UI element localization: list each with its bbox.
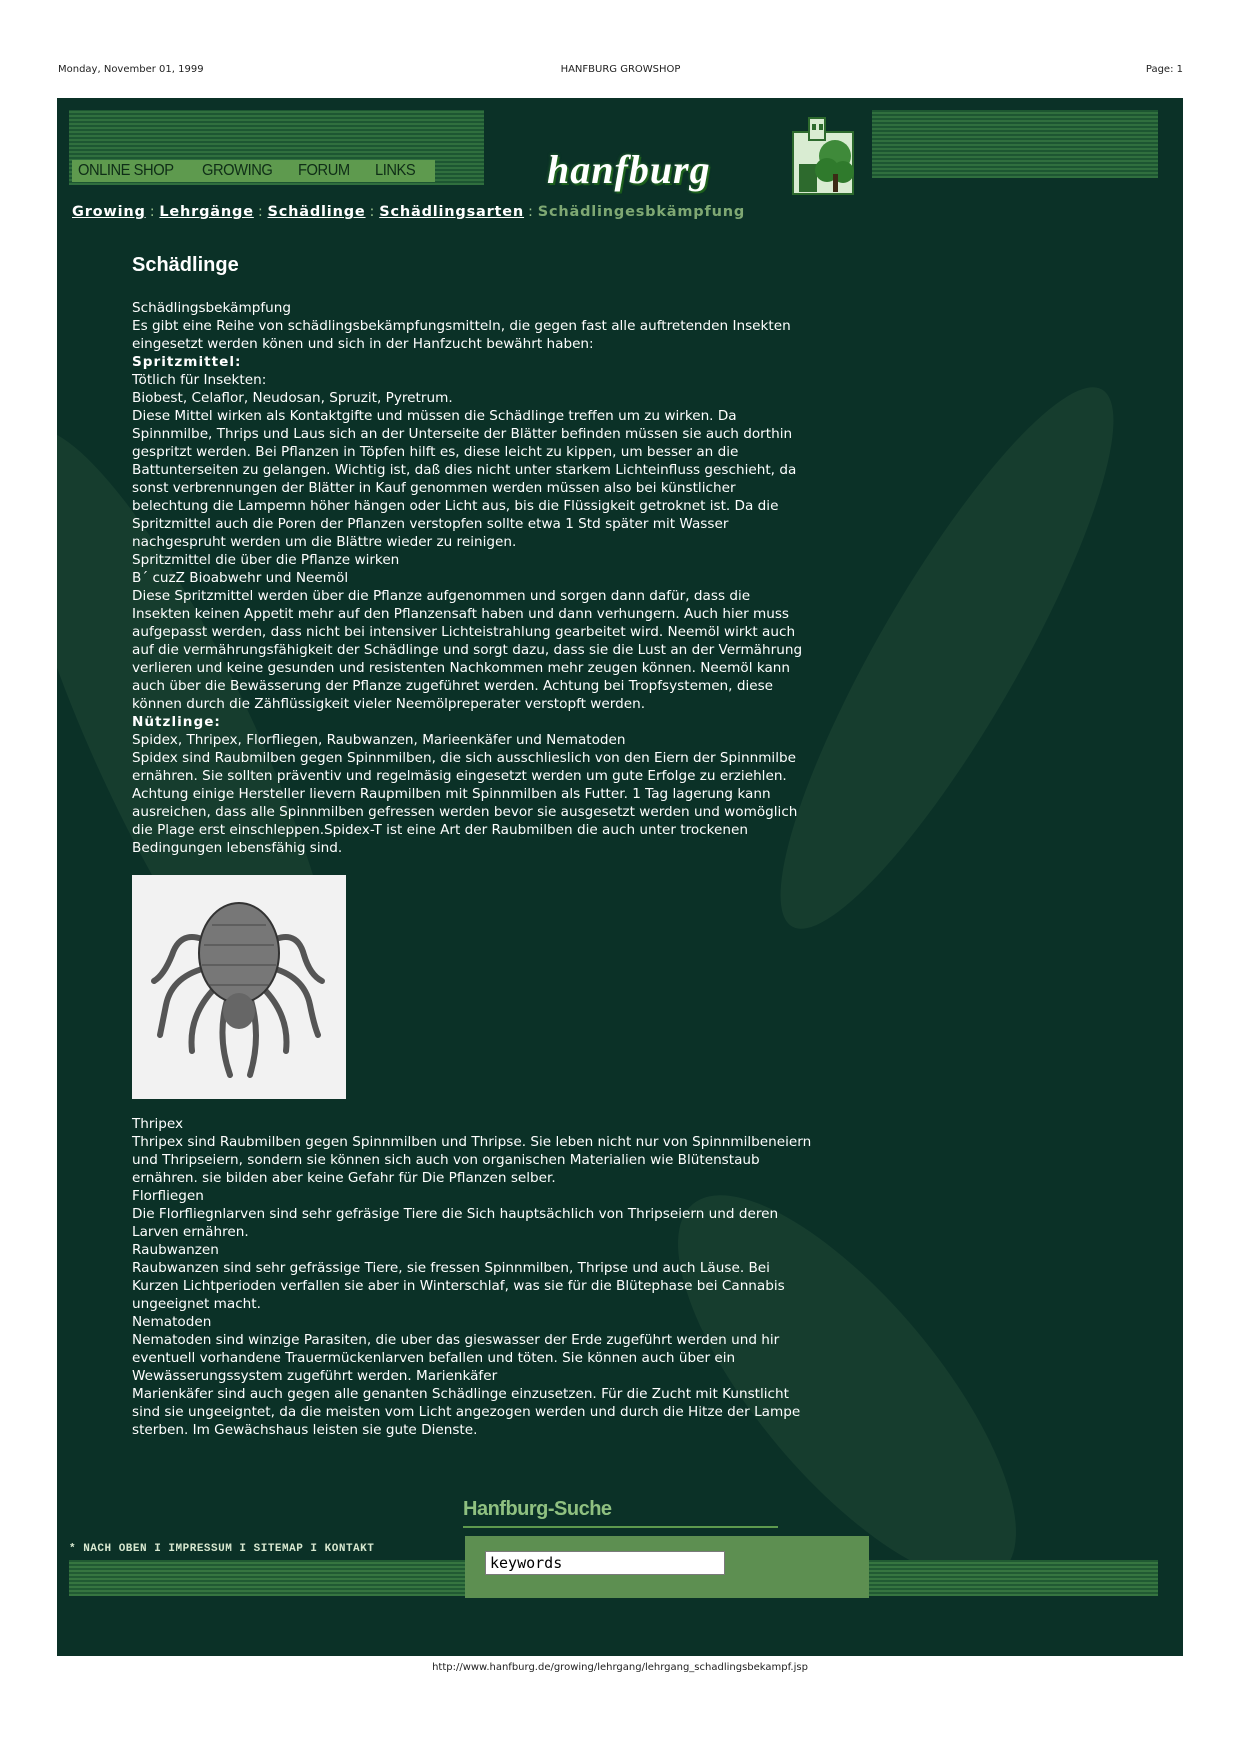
breadcrumb bbox=[72, 204, 745, 220]
text-paragraph: Diese Mittel wirken als Kontaktgifte und müssen die Schädlinge treffen um zu wirken. Da Spinnmilbe, Thrips und Laus sich an der Unterseite der Blätter befinden müssen sie auch dorthin gespritzt werden. Bei Pflanzen in Töpfen hilft es, diese leicht zu kippen, um besser an die Battunterseiten zu gelangen. Wichtig ist, daß dies nicht unter starkem Lichteinfluss geschieht, da sonst verbrennungen der Blätter in Kauf genommen werden müssen also bei künstlicher belechtung die Lampemn höher hängen oder Licht aus, bis die Flüssigkeit getroknet ist. Da die Spritzmittel auch die Poren der Pflanzen verstopfen sollte etwa 1 Std später mit Wasser nachgespruht werden um die Blättre wieder zu reinigen. bbox=[132, 408, 797, 550]
text-line: Tötlich für Insekten: bbox=[132, 372, 267, 388]
text-line: Florfliegen bbox=[132, 1188, 204, 1204]
mite-icon bbox=[132, 875, 346, 1099]
castle-tree-emblem-icon bbox=[789, 112, 857, 198]
breadcrumb-separator: : bbox=[528, 204, 534, 220]
breadcrumb-lehrgaenge[interactable]: Lehrgänge bbox=[159, 204, 254, 220]
text-paragraph: Marienkäfer sind auch gegen alle genanten Schädlinge einzusetzen. Für die Zucht mit Kunstlicht sind sie ungeeigntet, da die meisten vom Licht angezogen werden und durch die Hitze der Lampe sterben. Im Gewächshaus leisten sie gute Dienste. bbox=[132, 1386, 801, 1438]
text-paragraph: Die Florfliegnlarven sind sehr gefräsige Tiere die Sich hauptsächlich von Thripseiern und deren Larven ernähren. bbox=[132, 1206, 779, 1240]
text-paragraph: Raubwanzen sind sehr gefrässige Tiere, sie fressen Spinnmilben, Thripse und auch Läuse. Bei Kurzen Lichtperioden verfallen sie aber in Winterschlaf, was sie für die Blütephase bei Cannabis ungeeignet macht. bbox=[132, 1260, 785, 1312]
page-panel bbox=[57, 98, 1183, 1656]
text-line: Thripex bbox=[132, 1116, 184, 1132]
site-logo[interactable]: hanfburg bbox=[547, 147, 711, 192]
print-date: Monday, November 01, 1999 bbox=[58, 64, 204, 75]
print-page-number: Page: 1 bbox=[1145, 64, 1183, 75]
text-paragraph: Nematoden sind winzige Parasiten, die uber das gieswasser der Erde zugeführt werden und hir eventuell vorhandene Trauermückenlarven befallen und töten. Sie können auch über ein Wewässerungssystem zugeführt werden. Marienkäfer bbox=[132, 1332, 780, 1384]
mite-illustration bbox=[132, 875, 346, 1099]
search-input[interactable] bbox=[485, 1551, 725, 1575]
nav-links[interactable]: LINKS bbox=[374, 162, 415, 179]
section-heading-nuetzlinge: Nützlinge: bbox=[132, 714, 221, 730]
print-header bbox=[58, 64, 1183, 78]
main-nav bbox=[72, 160, 435, 182]
text-line: B´ cuzZ Bioabwehr und Neemöl bbox=[132, 570, 349, 586]
text-line: Nematoden bbox=[132, 1314, 212, 1330]
text-paragraph: Thripex sind Raubmilben gegen Spinnmilben und Thripse. Sie leben nicht nur von Spinnmilbeneiern und Thripseiern, sondern sie können sich auch von organischen Materialien wie Blütenstaub ernähren. sie bilden aber keine Gefahr für Die Pflanzen selber. bbox=[132, 1134, 812, 1186]
search-title-underline bbox=[463, 1526, 778, 1528]
text-paragraph: Spidex sind Raubmilben gegen Spinnmilben, die sich ausschlieslich von den Eiern der Spinnmilbe ernähren. Sie sollten präventiv und regelmäsig eingesetzt werden um gute Erfolge zu erziehlen. Achtung einige Hersteller lievern Raupmilben mit Spinnmilben als Futter. 1 Tag lagerung kann ausreichen, dass alle Spinnmilben gefressen werden bevor sie ausgesetzt werden und womöglich die Plage erst einschleppen.Spidex-T ist eine Art der Raubmilben die auch unter trockenen Bedingungen lebensfähig sind. bbox=[132, 750, 798, 856]
text-line: Biobest, Celaflor, Neudosan, Spruzit, Pyretrum. bbox=[132, 390, 453, 406]
breadcrumb-separator: : bbox=[257, 204, 264, 220]
breadcrumb-schaedlingsarten[interactable]: Schädlingsarten bbox=[379, 204, 525, 220]
print-footer-url: http://www.hanfburg.de/growing/lehrgang/lehrgang_schadlingsbekampf.jsp bbox=[432, 1662, 808, 1673]
breadcrumb-current: Schädlingesbkämpfung bbox=[537, 204, 745, 220]
footer-links[interactable]: * NACH OBEN I IMPRESSUM I SITEMAP I KONTAKT bbox=[69, 1543, 375, 1555]
print-site-name: HANFBURG GROWSHOP bbox=[560, 64, 681, 75]
text-paragraph: Diese Spritzmittel werden über die Pflanze aufgenommen und sorgen dann dafür, dass die Insekten keinen Appetit mehr auf den Pflanzensaft haben und dann verhungern. Auch hier muss aufgepasst werden, dass nicht bei intensiver Lichteistrahlung gearbeitet wird. Neemöl wirkt auch auf die vermährungsfähigkeit der Schädlinge und sorgt dazu, dass sie die Lust an der Vermährung verlieren und keine gesunden und resistenten Nachkommen mehr zeugen können. Neemöl kann auch über die Bewässerung der Pflanze zugeführet werden. Achtung bei Tropfsystemen, diese können durch die Zähflüssigkeit vieler Neemölpreperater verstopft werden. bbox=[132, 588, 803, 712]
article-content bbox=[132, 254, 812, 1439]
text-line: Raubwanzen bbox=[132, 1242, 219, 1258]
breadcrumb-separator: : bbox=[149, 204, 156, 220]
header-banner-right bbox=[872, 110, 1158, 178]
nav-forum[interactable]: FORUM bbox=[298, 162, 351, 179]
search-title: Hanfburg-Suche bbox=[463, 1498, 612, 1520]
nav-online-shop[interactable]: ONLINE SHOP bbox=[78, 162, 174, 179]
search-panel bbox=[465, 1536, 869, 1598]
section-heading-spritzmittel: Spritzmittel: bbox=[132, 354, 242, 370]
breadcrumb-growing[interactable]: Growing bbox=[72, 204, 146, 220]
page-title: Schädlinge bbox=[132, 254, 239, 276]
nav-growing[interactable]: GROWING bbox=[201, 162, 273, 179]
text-line: Spidex, Thripex, Florfliegen, Raubwanzen, Marieenkäfer und Nematoden bbox=[132, 732, 626, 748]
text-line: Spritzmittel die über die Pflanze wirken bbox=[132, 552, 400, 568]
text-line: Schädlingsbekämpfung bbox=[132, 300, 292, 316]
breadcrumb-separator: : bbox=[369, 204, 376, 220]
breadcrumb-schaedlinge[interactable]: Schädlinge bbox=[267, 204, 366, 220]
text-paragraph: Es gibt eine Reihe von schädlingsbekämpfungsmitteln, die gegen fast alle auftretenden Insekten eingesetzt werden könen und sich in der Hanfzucht bewährt haben: bbox=[132, 318, 791, 352]
